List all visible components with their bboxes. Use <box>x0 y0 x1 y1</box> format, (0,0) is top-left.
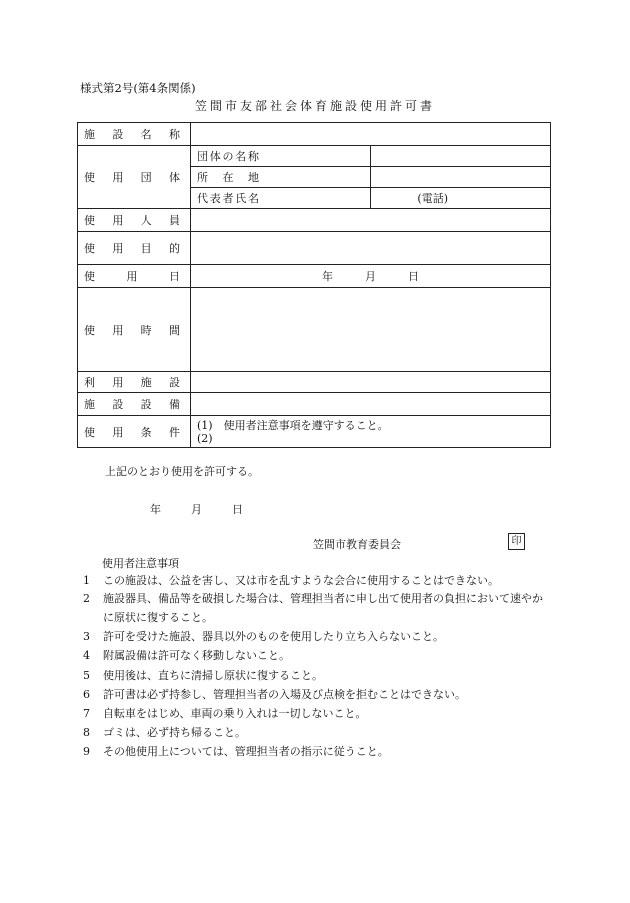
note-number: 8 <box>83 726 90 740</box>
label-char: 使 <box>84 425 95 439</box>
equipment-value[interactable] <box>191 393 551 416</box>
label-char: 人 <box>140 214 152 227</box>
label-char: 称 <box>248 150 259 163</box>
facility-name-label <box>78 123 191 146</box>
date-label <box>78 265 191 288</box>
label-char: 名 <box>248 192 259 205</box>
note-number: 7 <box>83 707 90 721</box>
representative-value[interactable] <box>371 188 551 209</box>
condition-1: (1) 使用者注意事項を遵守すること。 <box>197 418 389 432</box>
label-char: 日 <box>169 270 180 283</box>
users-label <box>78 209 191 232</box>
label-char: 体 <box>168 171 180 184</box>
note-item <box>83 571 553 590</box>
notes-heading: 使用者注意事項 <box>102 557 179 570</box>
label-char: 所 <box>197 171 208 184</box>
label-char: 用 <box>112 242 124 255</box>
note-text: ゴミは、必ず持ち帰ること。 <box>103 726 246 740</box>
note-item <box>83 723 553 742</box>
representative-label <box>191 188 371 209</box>
label-char: 地 <box>248 171 259 184</box>
group-address-label <box>191 167 371 188</box>
row-time <box>78 288 551 372</box>
note-number: 6 <box>83 687 90 701</box>
group-name-value[interactable] <box>371 146 551 167</box>
time-label <box>78 288 191 372</box>
label-char: 代 <box>197 192 208 205</box>
label-char: 氏 <box>235 192 247 205</box>
issue-date <box>150 501 273 517</box>
condition-2: (2) <box>197 431 213 445</box>
label-char: 施 <box>140 376 152 389</box>
label-char: 名 <box>235 150 247 163</box>
label-char: 年 <box>322 270 333 283</box>
note-item <box>83 704 553 723</box>
label-char: 用 <box>112 214 124 227</box>
row-conditions <box>78 416 551 448</box>
label-char: 表 <box>209 192 221 205</box>
label-char: 備 <box>168 398 180 411</box>
label-char: 件 <box>168 425 180 439</box>
time-value[interactable] <box>191 288 551 372</box>
label-char: 名 <box>140 128 152 141</box>
note-number: 1 <box>83 574 90 587</box>
label-char: 設 <box>112 128 124 141</box>
note-item <box>83 666 553 685</box>
label-char: 使 <box>84 242 95 255</box>
label-char: 月 <box>365 270 376 283</box>
note-text: 施設器具、備品等を破損した場合は、管理担当者に申し出て使用者の負担において速やかに原状に復すること。 <box>103 592 543 624</box>
label-char: 施 <box>84 128 95 141</box>
label-char: 用 <box>112 425 124 439</box>
label-char: 団 <box>197 150 208 163</box>
date-value[interactable] <box>191 265 551 288</box>
label-char: 使 <box>84 323 95 337</box>
note-text: 使用後は、直ちに清掃し原状に復すること。 <box>103 668 323 682</box>
label-char: 用 <box>112 376 124 389</box>
seal-mark: 印 <box>508 533 525 550</box>
permit-statement: 上記のとおり使用を許可する。 <box>105 465 259 478</box>
row-users <box>78 209 551 232</box>
note-text: 附属設備は許可なく移動しないこと。 <box>103 649 290 663</box>
issuer: 笠間市教育委員会 <box>313 538 401 551</box>
group-address-value[interactable] <box>371 167 551 188</box>
row-equipment <box>78 393 551 416</box>
used-facility-value[interactable] <box>191 372 551 393</box>
row-used-facility <box>78 372 551 393</box>
issue-month: 月 <box>191 503 202 516</box>
notes-list <box>83 571 553 762</box>
row-date <box>78 265 551 288</box>
conditions-value <box>191 416 551 448</box>
document-title: 笠間市友部社会体育施設使用許可書 <box>194 99 435 113</box>
note-number: 9 <box>83 745 90 759</box>
note-number: 3 <box>83 630 90 644</box>
note-number: 5 <box>83 668 90 682</box>
issue-year: 年 <box>150 503 161 516</box>
label-char: 使 <box>84 270 95 283</box>
issue-day: 日 <box>232 503 243 516</box>
label-char: 日 <box>408 270 419 283</box>
label-char: 用 <box>112 323 124 337</box>
label-char: 時 <box>140 323 152 337</box>
label-char: 体 <box>209 150 221 163</box>
note-item <box>83 685 553 704</box>
row-group-name <box>78 146 551 167</box>
label-char: 的 <box>168 242 180 255</box>
label-char: 員 <box>168 214 180 227</box>
note-item <box>83 627 553 646</box>
facility-name-value[interactable] <box>191 123 551 146</box>
purpose-value[interactable] <box>191 232 551 265</box>
label-char: 間 <box>168 323 180 337</box>
label-char: の <box>222 150 234 163</box>
row-facility-name <box>78 123 551 146</box>
permit-table <box>77 122 551 448</box>
note-text: 許可書は必ず持参し、管理担当者の入場及び点検を拒むことはできない。 <box>103 687 466 701</box>
label-char: 者 <box>222 192 234 205</box>
note-item <box>83 742 553 761</box>
note-item <box>83 590 553 627</box>
label-char: 条 <box>140 425 152 439</box>
label-char: 在 <box>222 171 234 184</box>
equipment-label <box>78 393 191 416</box>
label-char: 設 <box>168 376 180 389</box>
note-number: 4 <box>83 649 90 663</box>
label-char: 用 <box>126 270 138 283</box>
group-label <box>78 146 191 209</box>
used-facility-label <box>78 372 191 393</box>
note-text: その他使用上については、管理担当者の指示に従うこと。 <box>103 745 389 759</box>
note-text: 許可を受けた施設、器具以外のものを使用したり立ち入らないこと。 <box>103 630 444 644</box>
note-text: この施設は、公益を害し、又は市を乱すような会合に使用することはできない。 <box>103 574 499 587</box>
phone-label: (電話) <box>417 192 448 205</box>
form-number: 様式第2号(第4条関係) <box>80 81 196 95</box>
label-char: 設 <box>140 398 152 411</box>
label-char: 団 <box>140 171 152 184</box>
label-char: 設 <box>112 398 124 411</box>
note-text: 自転車をはじめ、車両の乗り入れは一切しないこと。 <box>103 707 367 721</box>
purpose-label <box>78 232 191 265</box>
label-char: 利 <box>84 376 95 389</box>
label-char: 施 <box>84 398 95 411</box>
label-char: 用 <box>112 171 124 184</box>
row-purpose <box>78 232 551 265</box>
conditions-label <box>78 416 191 448</box>
note-item <box>83 646 553 665</box>
label-char: 目 <box>140 242 152 255</box>
note-number: 2 <box>83 592 90 606</box>
users-value[interactable] <box>191 209 551 232</box>
label-char: 称 <box>168 128 180 141</box>
label-char: 使 <box>84 214 95 227</box>
group-name-label <box>191 146 371 167</box>
label-char: 使 <box>84 171 95 184</box>
